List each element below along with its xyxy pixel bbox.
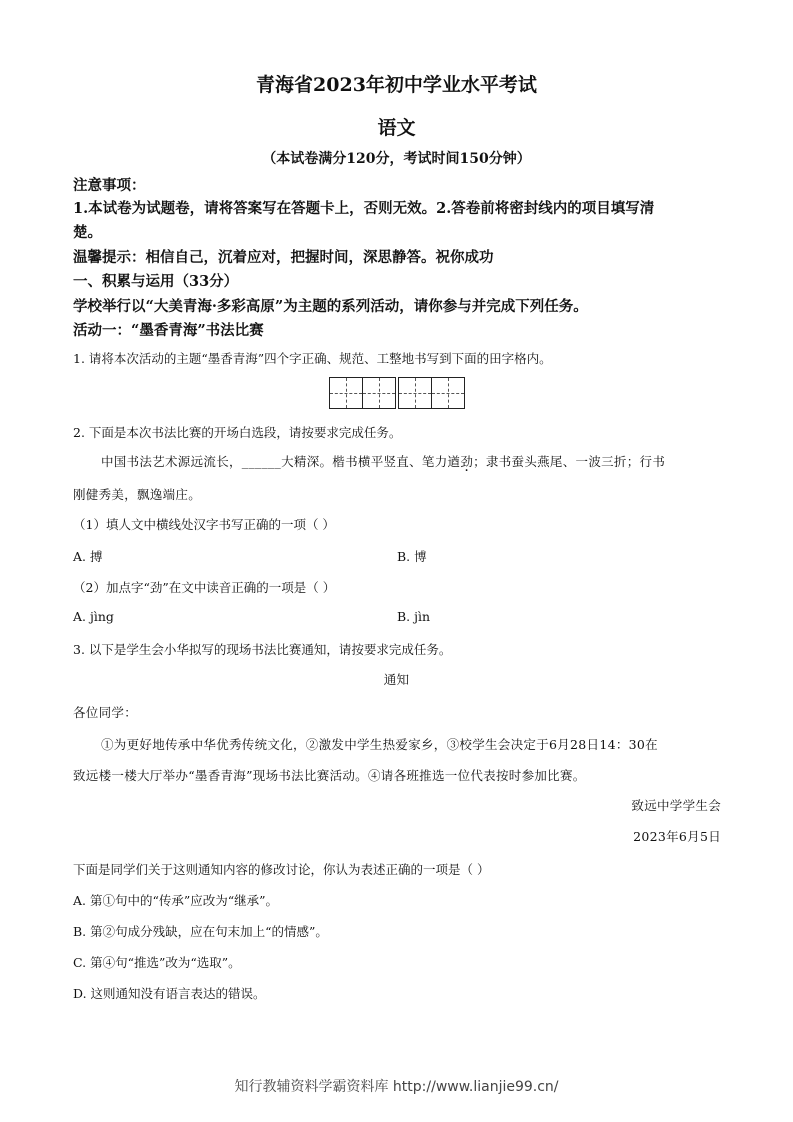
- dotted-character: 劲: [460, 454, 474, 469]
- grid-cell: [329, 377, 363, 409]
- grid-cell: [362, 377, 396, 409]
- notice-line-1: 1.本试卷为试题卷，请将答案写在答题卡上，否则无效。2.答卷前将密封线内的项目填写清: [73, 200, 655, 217]
- score-note: （本试卷满分120分，考试时间150分钟）: [262, 151, 531, 167]
- option-b: B. 博: [397, 549, 427, 564]
- footer-watermark: 知行教辅资料学霸资料库 http://www.lianjie99.cn/: [234, 1079, 559, 1095]
- notice-date: 2023年6月5日: [633, 829, 721, 844]
- grid-cell: [431, 377, 465, 409]
- notice-heading: 注意事项：: [73, 177, 146, 194]
- passage-part-1: 中国书法艺术源远流长，______大精深。楷书横平竖直、笔力遒: [101, 454, 461, 469]
- passage-line-2: 刚健秀美，飘逸端庄。: [73, 487, 202, 502]
- question-2: 2. 下面是本次书法比赛的开场白选段，请按要求完成任务。: [73, 425, 402, 440]
- option-a: A. 第①句中的“传承”应改为“继承”。: [73, 893, 279, 908]
- option-a: A. 搏: [73, 549, 103, 564]
- option-a: A. jìng: [73, 609, 114, 624]
- sub-question-1: （1）填人文中横线处汉字书写正确的一项（ ）: [73, 517, 335, 532]
- grid-cell: [398, 377, 432, 409]
- exam-title: 青海省2023年初中学业水平考试: [256, 74, 537, 96]
- tianzige-grid: [330, 377, 465, 408]
- notice-greeting: 各位同学：: [73, 705, 138, 720]
- option-d: D. 这则通知没有语言表达的错误。: [73, 986, 266, 1001]
- option-b: B. 第②句成分残缺，应在句末加上“的情感”。: [73, 924, 328, 939]
- notice-body-line-1: ①为更好地传承中华优秀传统文化，②激发中学生热爱家乡，③校学生会决定于6月28日14：30在: [101, 737, 658, 752]
- question-3-prompt: 下面是同学们关于这则通知内容的修改讨论，你认为表述正确的一项是（ ）: [73, 862, 490, 877]
- question-3: 3. 以下是学生会小华拟写的现场书法比赛通知，请按要求完成任务。: [73, 642, 452, 657]
- sub-question-2: （2）加点字“劲”在文中读音正确的一项是（ ）: [73, 580, 336, 595]
- question-1: 1. 请将本次活动的主题“墨香青海”四个字正确、规范、工整地书写到下面的田字格内。: [73, 351, 552, 366]
- notice-body-line-2: 致远楼一楼大厅举办“墨香青海”现场书法比赛活动。④请各班推选一位代表按时参加比赛。: [73, 768, 586, 783]
- option-b: B. jìn: [397, 609, 431, 624]
- passage-line-1: [101, 452, 665, 470]
- notice-line-2: 楚。: [73, 224, 102, 241]
- exam-subject: 语文: [377, 117, 416, 139]
- section-heading: 一、积累与运用（33分）: [73, 273, 239, 290]
- activity-heading: 活动一：“墨香青海”书法比赛: [73, 322, 264, 339]
- passage-part-2: ；隶书蚕头燕尾、一波三折；行书: [473, 454, 666, 469]
- section-intro: 学校举行以“大美青海·多彩高原”为主题的系列活动，请你参与并完成下列任务。: [73, 298, 588, 315]
- notice-signature: 致远中学学生会: [631, 798, 721, 813]
- option-c: C. 第④句“推选”改为“选取”。: [73, 955, 241, 970]
- notice-title: 通知: [383, 672, 410, 687]
- warm-tip: 温馨提示：相信自己，沉着应对，把握时间，深思静答。祝你成功: [73, 249, 494, 266]
